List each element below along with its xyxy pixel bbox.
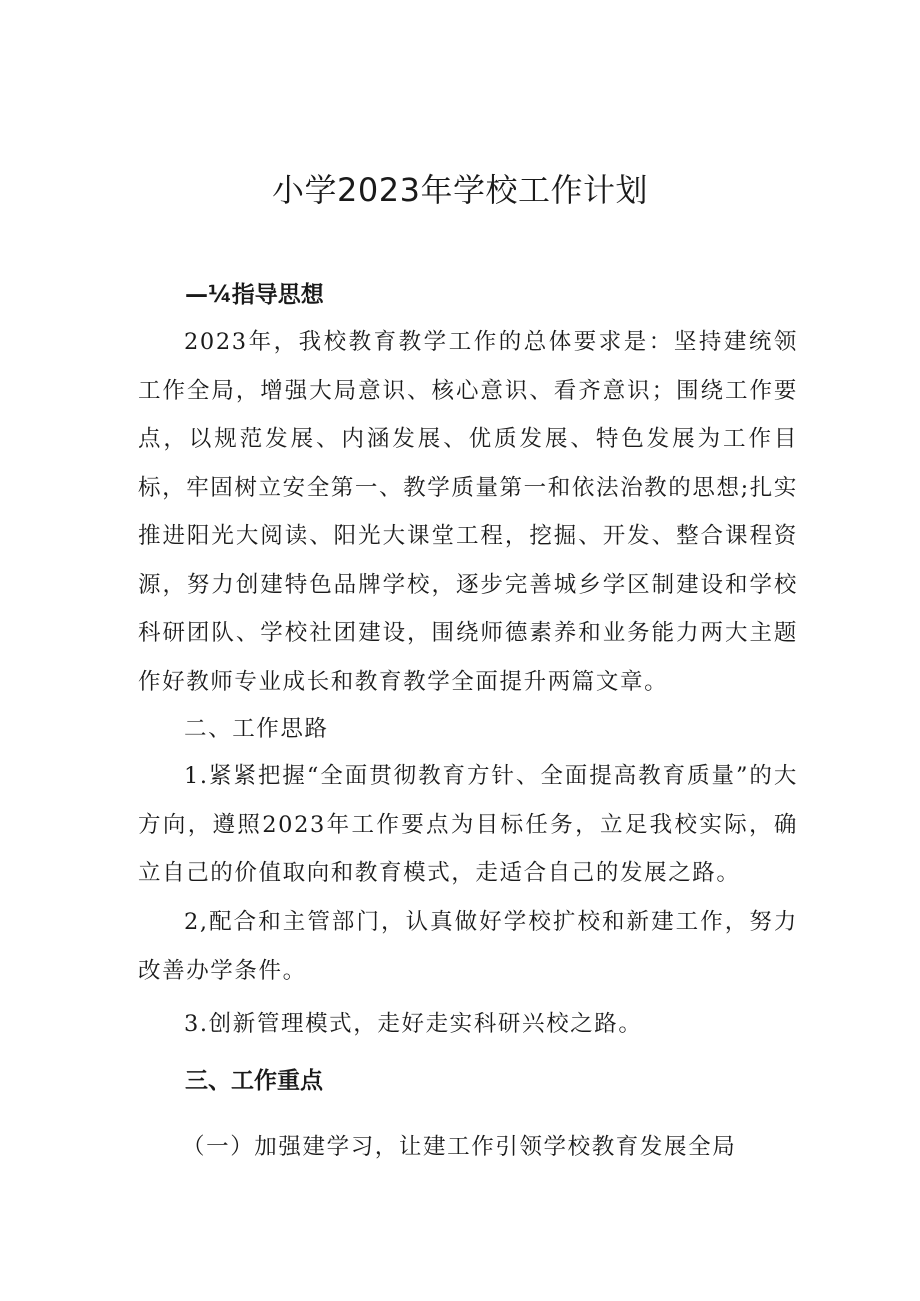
paragraph-approach-3: 3.创新管理模式，走好走实科研兴校之路。 (184, 1011, 643, 1037)
subheading-focus-1: （一）加强建学习，让建工作引领学校教育发展全局 (182, 1134, 737, 1160)
section-heading-work-focus: 三、工作重点 (185, 1068, 323, 1094)
section-heading-guiding-ideology: —¼指导思想 (185, 282, 324, 308)
document-title: 小学2023年学校工作计划 (272, 171, 648, 209)
paragraph-guiding-ideology: 2023年，我校教育教学工作的总体要求是：坚持建统领工作全局，增强大局意识、核心意识、看齐意识；围绕工作要点，以规范发展、内涵发展、优质发展、特色发展为工作目标，牢固树立安全第一、教学质量第一和依法治教的思想;扎实推进阳光大阅读、阳光大课堂工程，挖掘、开发、整合课程资源，努力创建特色品牌学校，逐步完善城乡学区制建设和学校科研团队、学校社团建设，围绕师德素养和业务能力两大主题作好教师专业成长和教育教学全面提升两篇文章。 (138, 329, 798, 695)
paragraph-approach-2: 2,配合和主管部门，认真做好学校扩校和新建工作，努力改善办学条件。 (138, 909, 798, 984)
section-heading-work-approach: 二、工作思路 (184, 716, 329, 742)
paragraph-approach-1: 1.紧紧把握“全面贯彻教育方针、全面提高教育质量”的大方向，遵照2023年工作要点为目标任务，立足我校实际，确立自己的价值取向和教育模式，走适合自己的发展之路。 (138, 763, 798, 886)
